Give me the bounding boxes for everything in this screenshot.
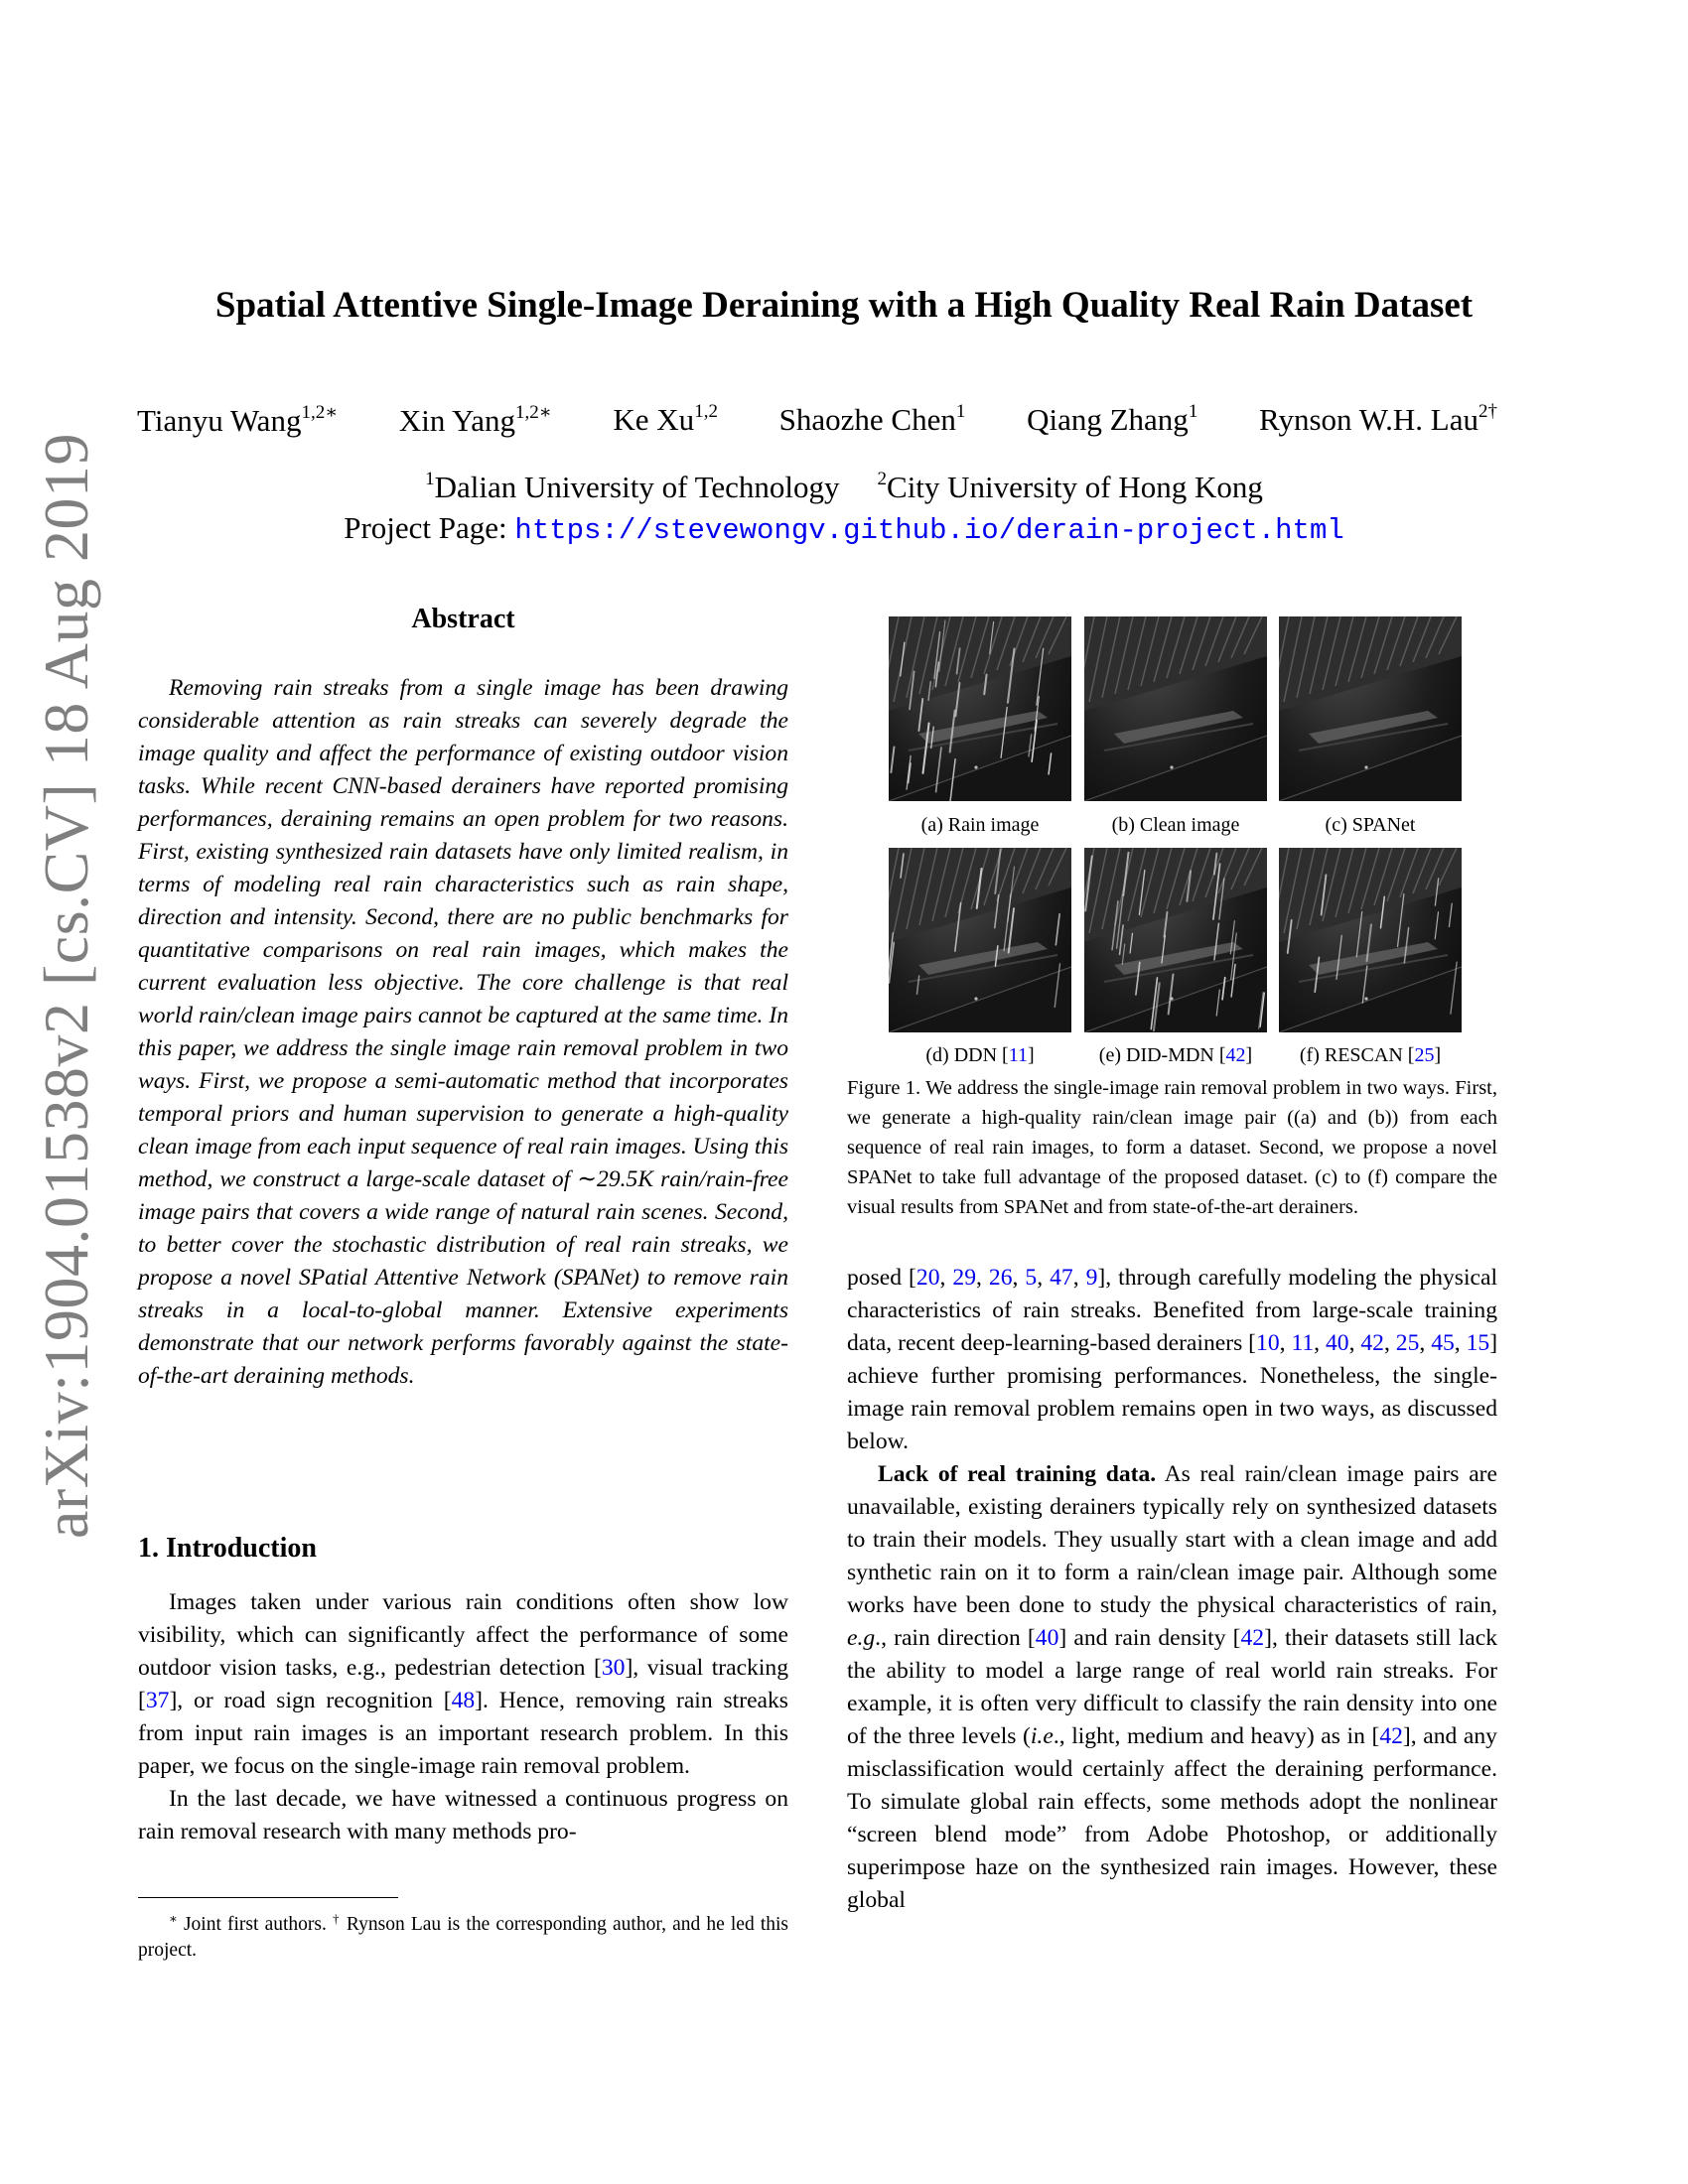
subcaption-d: (d) DDN [11] [925,1044,1035,1066]
citation-link[interactable]: 40 [1035,1625,1059,1651]
citation-link[interactable]: 9 [1085,1265,1098,1291]
citation-link[interactable]: 26 [988,1265,1013,1291]
project-page-line [0,510,1688,547]
author: Xin Yang$^{1,2∗}$ [398,402,552,438]
citation-link[interactable]: 30 [601,1655,626,1681]
author: Ke Xu$^{1,2}$ [613,401,718,437]
rain-image-panel [889,616,1071,801]
arxiv-identifier-stamp: arXiv:1904.01538v2 [cs.CV] 18 Aug 2019 [31,432,101,1539]
paragraph: Lack of real training data. As real rain/clean image pairs are unavailable, existing derainers typically rely on synthesized datasets to train their models. They usually start with a clean image and add synthetic rain on it to form a rain/clean image pair. Although some works have been done to study the physical characteristics of rain, e.g., rain direction [40] and rain density [42], their datasets still lack the ability to model a large range of real world rain streaks. For example, it is often very difficult to classify the rain density into one of the three levels (i.e., light, medium and heavy) as in [42], and any misclassification would certainly affect the deraining performance. To simulate global rain effects, some methods adopt the nonlinear “screen blend mode” from Adobe Photoshop, or additionally superimpose haze on the synthesized rain images. However, these global [847,1461,1497,1913]
citation-link[interactable]: 42 [1379,1723,1403,1749]
subcaption-f: (f) RESCAN [25] [1299,1044,1442,1066]
citation-link[interactable]: 45 [1431,1330,1455,1356]
citation-link[interactable]: 40 [1325,1330,1349,1356]
citation-link[interactable]: 11 [1008,1044,1028,1066]
citation-link[interactable]: 25 [1414,1044,1435,1066]
author: Shaozhe Chen$^1$ [778,401,966,437]
subcaption-b: (b) Clean image [1111,814,1240,836]
citation-link[interactable]: 15 [1466,1330,1490,1356]
citation-link[interactable]: 5 [1025,1265,1038,1291]
author: Qiang Zhang$^1$ [1027,401,1198,437]
paragraph: posed [20, 29, 26, 5, 47, 9], through carefully modeling the physical characteristics of rain streaks. Benefited from large-scale training data, recent deep-learning-based derainers [10, 11, 40, 42, 25, 45, 15] achieve further promising performances. Nonetheless, the single-image rain removal problem remains open in two ways, as discussed below. [847,1265,1498,1454]
section-heading-introduction: 1. Introduction [138,1533,317,1564]
author: Tianyu Wang$^{1,2∗}$ [137,402,339,438]
citation-link[interactable]: 42 [1225,1044,1246,1066]
abstract-text: Removing rain streaks from a single image has been drawing considerable attention as rain streaks can severely degrade the image quality and affect the performance of existing outdoor vision tasks. While recent CNN-based derainers have reported promising performances, deraining remains an open problem for two reasons. First, existing synthesized rain datasets have only limited realism, in terms of modeling real rain characteristics such as rain shape, direction and intensity. Second, there are no public benchmarks for quantitative comparisons on real rain images, which makes the current evaluation less objective. The core challenge is that real world rain/clean image pairs cannot be captured at the same time. In this paper, we address the single image rain removal problem in two ways. First, we propose a semi-automatic method that incorporates temporal priors and human supervision to generate a high-quality clean image from each input sequence of real rain images. Using this method, we construct a large-scale dataset of ∼29.5K rain/rain-free image pairs that covers a wide range of natural rain scenes. Second, to better cover the stochastic distribution of real rain streaks, we propose a novel SPatial Attentive Network (SPANet) to remove rain streaks in a local-to-global manner. Extensive experiments demonstrate that our network performs favorably against the state-of-the-art deraining methods. [138,675,788,1389]
footnote: ∗ Joint first authors. † Rynson Lau is the corresponding author, and he led this project. [138,1911,789,1961]
citation-link[interactable]: 10 [1256,1330,1280,1356]
clean-image-panel [1084,616,1267,801]
figure-1-image-grid [889,616,1465,1078]
right-column-body [847,1262,1497,1917]
project-page-link[interactable]: https://stevewongv.github.io/derain-project.html [514,514,1344,547]
citation-link[interactable]: 29 [952,1265,977,1291]
affiliations [0,469,1688,505]
paragraph: In the last decade, we have witnessed a continuous progress on rain removal research with many methods pro- [138,1786,788,1844]
figure-1-caption: Figure 1. We address the single-image rain removal problem in two ways. First, we generate a high-quality rain/clean image pair ((a) and (b)) from each sequence of real rain images, to form a dataset. Second, we propose a novel SPANet to take full advantage of the proposed dataset. (c) to (f) compare the visual results from SPANet and from state-of-the-art derainers. [847,1077,1497,1218]
affiliation: $^2$City University of Hong Kong [877,469,1263,504]
introduction-body [138,1586,788,1848]
subcaption-c: (c) SPANet [1325,814,1416,836]
citation-link[interactable]: 42 [1240,1625,1265,1651]
citation-link[interactable]: 48 [451,1688,476,1713]
citation-link[interactable]: 25 [1395,1330,1420,1356]
citation-link[interactable]: 20 [915,1265,940,1291]
paragraph: Images taken under various rain conditions often show low visibility, which can significantly affect the performance of some outdoor vision tasks, e.g., pedestrian detection [30], visual tracking [37], or road sign recognition [48]. Hence, removing rain streaks from input rain images is an important research problem. In this paper, we focus on the single-image rain removal problem. [138,1589,788,1779]
citation-link[interactable]: 47 [1050,1265,1073,1291]
author: Rynson W.H. Lau$^{2\dagger}$ [1259,401,1497,437]
ddn-result-panel [889,848,1071,1032]
paragraph-lead-in: Lack of real training data. [878,1461,1157,1487]
paper-title: Spatial Attentive Single-Image Deraining with a High Quality Real Rain Dataset [214,285,1474,326]
abstract-heading: Abstract [411,604,515,634]
did-mdn-result-panel [1084,848,1267,1032]
rescan-result-panel [1279,848,1462,1032]
affiliation: $^1$Dalian University of Technology [425,469,840,504]
citation-link[interactable]: 42 [1360,1330,1384,1356]
footnote-rule [138,1897,398,1898]
author-list [137,401,1497,439]
subcaption-a: (a) Rain image [920,814,1040,836]
project-page-label: Project Page: [344,510,507,545]
citation-link[interactable]: 37 [145,1688,170,1713]
spanet-result-panel [1279,616,1462,801]
citation-link[interactable]: 11 [1291,1330,1315,1356]
subcaption-e: (e) DID-MDN [42] [1098,1044,1253,1066]
